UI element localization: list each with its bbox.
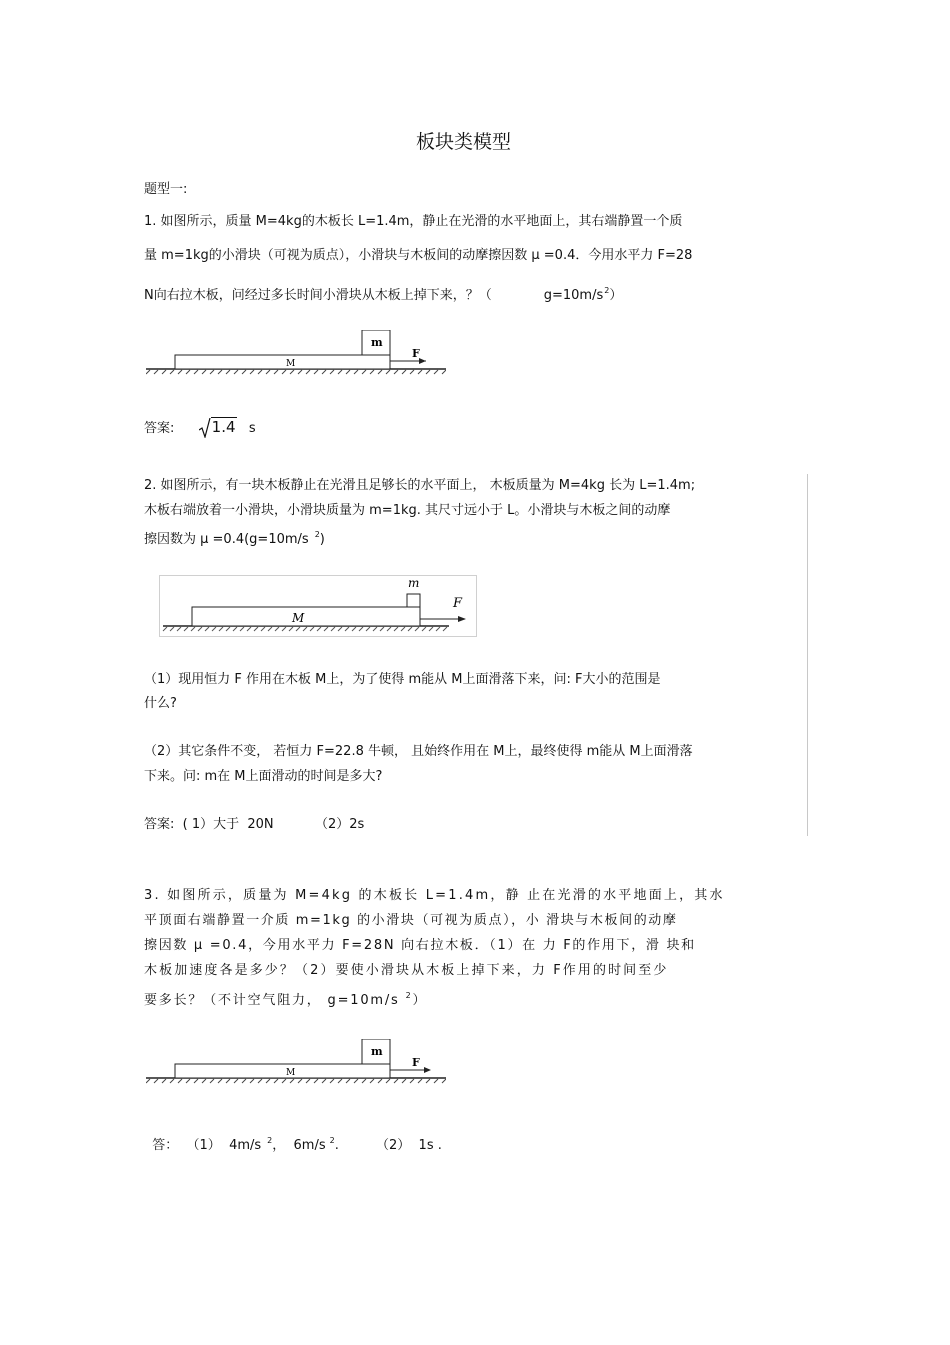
label-M: M [292,611,305,625]
problem-2-line-3-text: 擦因数为 μ =0.4(g=10m/s [144,532,309,547]
board-M [192,607,420,626]
label-F: F [453,596,463,611]
answer-part-c: . （2） 1s . [334,1138,442,1153]
problem-3-line-4: 木板加速度各是多少？（2）要使小滑块从木板上掉下来，力 F作用的时间至少 [144,963,669,978]
problem-2-answer: 答案: ( 1）大于 20N （2）2s [144,817,365,832]
problem-3-line-2: 平顶面右端静置一介质 m=1kg 的小滑块（可视为质点），小 滑块与木板间的动摩 [144,913,678,928]
problem-3-close-paren: ） [412,993,428,1008]
answer-label: 答案: [144,421,175,436]
problem-3-line-1: 3. 如图所示，质量为 M=4kg 的木板长 L=1.4m，静 止在光滑的水平地面上，其水 [144,888,725,903]
board-M [175,355,390,369]
answer-exponent-a: 2 [267,1136,273,1145]
answer-part-a: 答： （1） 4m/s [152,1138,262,1153]
problem-3-line-3: 擦因数 μ =0.4，今用水平力 F=28N 向右拉木板．（1）在 力 F的作用下，滑 块和 [144,938,696,953]
label-M: M [286,359,296,369]
label-m: m [408,576,420,590]
answer-unit: s [248,421,256,436]
problem-1-line-3 [144,283,622,304]
block-m [407,594,420,607]
figure-2-diagram [159,575,477,637]
problem-3-exponent: 2 [405,991,413,1000]
answer-exponent-b: 2 [329,1136,335,1145]
problem-3-line-5-text: 要多长？（不计空气阻力， g=10m/s [144,993,400,1008]
problem-1-line-1: 1. 如图所示，质量 M=4kg的木板长 L=1.4m，静止在光滑的水平地面上，其右端静置一个质 [144,214,683,229]
problem-1-close-paren: ） [609,288,623,303]
problem-1-line-3-text: N向右拉木板，问经过多长时间小滑块从木板上掉下来，？（ [144,288,492,303]
problem-3-line-5 [144,988,427,1009]
problem-2-line-3 [144,527,325,548]
label-F: F [412,1056,420,1069]
problem-2-exponent: 2 [314,530,320,539]
problem-2-line-2: 木板右端放着一小滑块，小滑块质量为 m=1kg. 其尺寸远小于 L。小滑块与木板之间的动摩 [144,503,671,518]
board-M [175,1064,390,1078]
problem-1-answer [144,418,256,438]
label-F: F [412,347,420,360]
answer-value: 1.4 [211,418,236,436]
label-m: m [371,1045,383,1058]
problem-3-answer [144,1117,442,1154]
problem-2-question-2-line-2: 下来。问: m在 M上面滑动的时间是多大? [144,769,383,784]
page-title: 板块类模型 [416,131,512,153]
problem-1-gravity: g=10m/s [543,288,604,303]
problem-2-line-1: 2. 如图所示，有一块木板静止在光滑且足够长的水平面上， 木板质量为 M=4kg 长为 L=1.4m; [144,478,696,493]
problem-2-question-1-line-2: 什么? [144,696,177,711]
sqrt-sign-icon [199,418,211,438]
answer-part-b: ， 6m/s [272,1138,326,1153]
label-m: m [371,336,383,349]
problem-2-question-1-line-1: （1）现用恒力 F 作用在木板 M上，为了使得 m能从 M上面滑落下来，问: F大小的范围是 [144,672,661,687]
problem-1-line-2: 量 m=1kg的小滑块（可视为质点），小滑块与木板间的动摩擦因数 μ =0.4．今用水平力 F=28 [144,248,693,263]
figure-1-diagram [146,330,446,375]
problem-2-close-paren: ) [319,532,325,547]
problem-2-question-2-line-1: （2）其它条件不变， 若恒力 F=22.8 牛顿， 且始终作用在 M上，最终使得 m能从 M上面滑落 [144,744,693,759]
figure-3-diagram [146,1039,446,1084]
section-label: 题型一: [144,182,188,197]
label-M: M [286,1068,296,1078]
problem-1-exponent: 2 [604,286,610,295]
